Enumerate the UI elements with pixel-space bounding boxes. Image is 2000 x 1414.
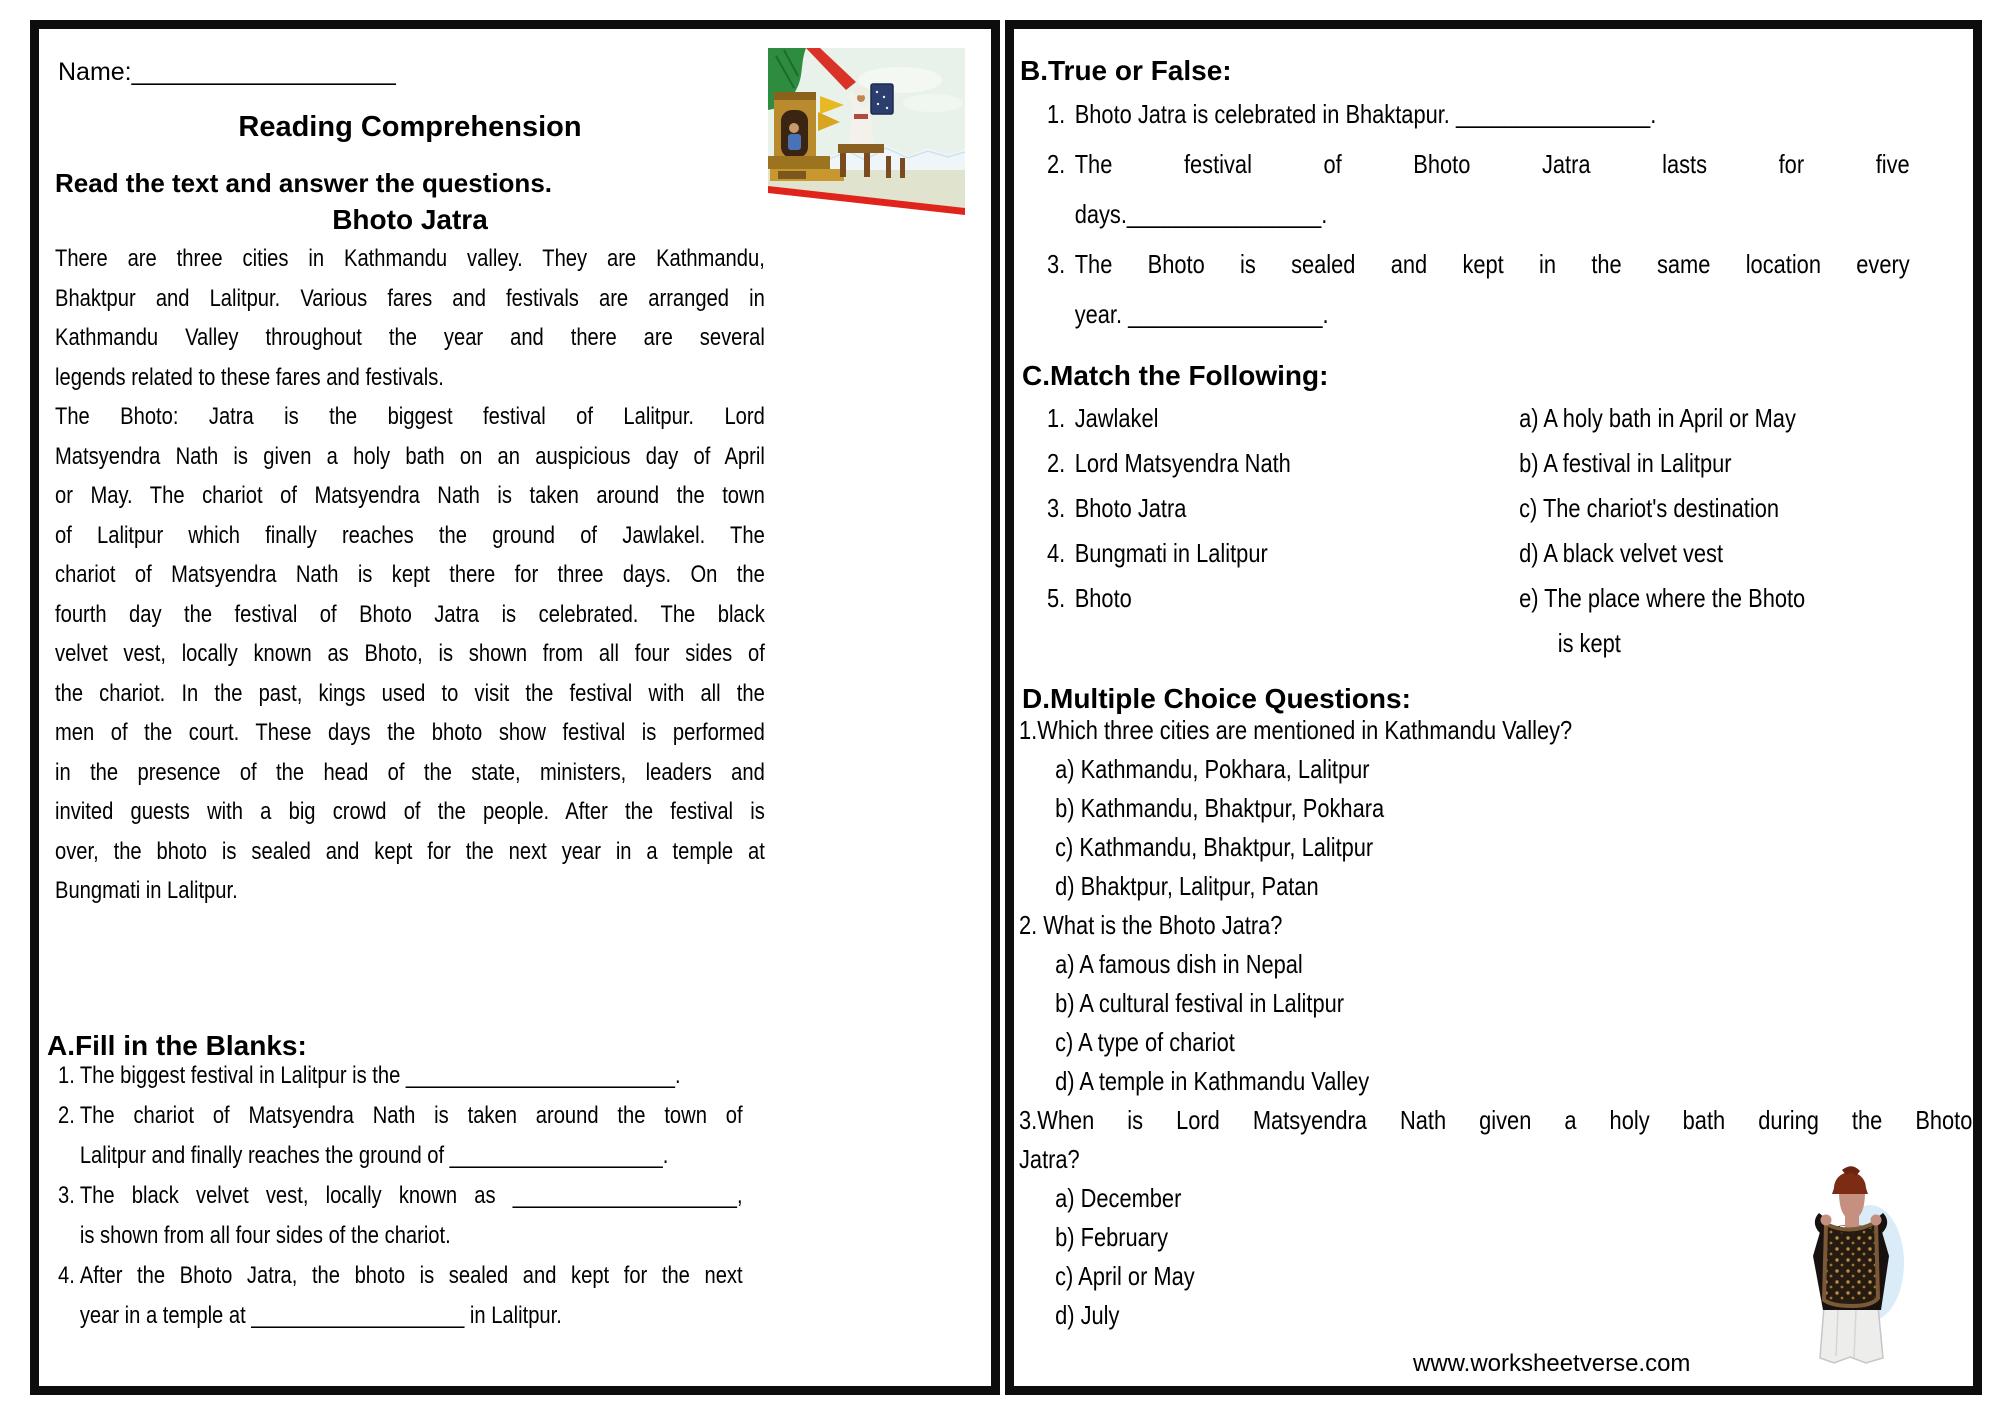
section-a-heading: A.Fill in the Blanks: [47,1030,307,1061]
passage-line: Matsyendra Nath is given a holy bath on an auspicious day of April [55,442,765,470]
match-row-3[interactable]: 3. Bhoto Jatra c) The chariot's destination [1047,486,1971,531]
true-false-item-2[interactable]: 2. The festival of Bhoto Jatra lasts for five [1047,139,1910,189]
passage-line: or May. The chariot of Matsyendra Nath is taken around the town [55,482,765,509]
match-option-c[interactable]: c) The chariot's destination [1519,493,1780,523]
mcq-3-option-c[interactable]: c) April or May [1055,1261,1195,1291]
item-number: 5. [1047,583,1066,613]
passage-title: Bhoto Jatra [332,204,488,235]
mcq-question-2: 2. What is the Bhoto Jatra? [1019,910,1283,940]
passage-line: over, the bhoto is sealed and kept for the next year in a temple at [55,837,765,865]
fill-blank-item-4[interactable]: 4. After the Bhoto Jatra, the bhoto is sealed and kept for the next [58,1256,743,1296]
match-option-e[interactable]: e) The place where the Bhoto [1519,583,1806,613]
bhoto-jatra-chariot-scene-icon [768,48,965,215]
mcq-1-option-c[interactable]: c) Kathmandu, Bhaktpur, Lalitpur [1055,832,1374,862]
item-number: 2. [1047,448,1066,478]
name-field-row[interactable] [58,57,396,87]
match-option-d[interactable]: d) A black velvet vest [1519,538,1724,568]
mcq-1-option-d[interactable]: d) Bhaktpur, Lalitpur, Patan [1055,871,1319,901]
passage-line: The Bhoto: Jatra is the biggest festival of Lalitpur. Lord [55,403,765,430]
name-blank-line[interactable]: ___________________ [131,58,396,86]
fill-blank-item-4-line-2[interactable]: year in a temple at ___________________ in Lalitpur. [79,1302,562,1329]
true-false-item-3[interactable]: 3. The Bhoto is sealed and kept in the same location every [1047,239,1910,289]
festival-illustration [768,48,965,215]
passage-line: of Lalitpur which finally reaches the ground of Jawlakel. The [55,521,765,549]
passage-line: Bhaktpur and Lalitpur. Various fares and festivals are arranged in [55,284,765,312]
match-option-b[interactable]: b) A festival in Lalitpur [1519,448,1732,478]
passage-line: Bungmati in Lalitpur. [55,877,238,904]
mcq-question-1: 1.Which three cities are mentioned in Kathmandu Valley? [1019,715,1573,745]
passage-line: legends related to these fares and festivals. [55,363,444,391]
match-row-2[interactable]: 2. Lord Matsyendra Nath b) A festival in Lalitpur [1047,441,1971,486]
item-number: 3. [58,1182,75,1209]
man-holding-vest-icon [1790,1158,1910,1368]
fill-blank-item-3-line-2: is shown from all four sides of the chariot. [79,1222,451,1249]
item-number: 2. [58,1102,75,1129]
match-option-a[interactable]: a) A holy bath in April or May [1519,403,1796,433]
true-false-item-1[interactable]: 1. Bhoto Jatra is celebrated in Bhaktapur. ________________. [1047,89,1910,139]
reading-passage [55,239,765,911]
section-b-heading: B.True or False: [1020,55,1232,86]
passage-line: Kathmandu Valley throughout the year and there are several [55,324,765,351]
item-number: 1. [58,1062,75,1089]
fill-blank-item-3[interactable]: 3. The black velvet vest, locally known as ____________________, [58,1176,743,1216]
item-number: 4. [58,1262,75,1289]
page-title: Reading Comprehension [238,111,582,143]
mcq-3-option-d[interactable]: d) July [1055,1300,1120,1330]
mcq-3-option-b[interactable]: b) February [1055,1222,1169,1252]
mcq-2-option-d[interactable]: d) A temple in Kathmandu Valley [1055,1066,1370,1096]
fill-in-the-blanks-list [58,1056,743,1336]
true-or-false-list [1047,89,1910,339]
section-d-heading: D.Multiple Choice Questions: [1022,683,1411,714]
passage-line: in the presence of the head of the state, ministers, leaders and [55,758,765,786]
section-c-heading: C.Match the Following: [1022,360,1329,391]
bhoto-man-illustration [1790,1158,1910,1368]
passage-line: velvet vest, locally known as Bhoto, is shown from all four sides of [55,640,765,667]
match-row-1[interactable]: 1. Jawlakel a) A holy bath in April or May [1047,396,1971,441]
passage-line: invited guests with a big crowd of the people. After the festival is [55,798,765,825]
mcq-2-option-b[interactable]: b) A cultural festival in Lalitpur [1055,988,1345,1018]
match-the-following-list [1047,396,1971,666]
item-number: 2. [1047,149,1066,179]
mcq-question-3-line-2: Jatra? [1019,1144,1080,1174]
match-option-e-line-2: is kept [1557,628,1621,658]
mcq-question-3: 3.When is Lord Matsyendra Nath given a holy bath during the Bhoto [1019,1105,1973,1135]
passage-line: chariot of Matsyendra Nath is kept there for three days. On the [55,561,765,588]
mcq-2-option-c[interactable]: c) A type of chariot [1055,1027,1235,1057]
item-number: 1. [1047,403,1066,433]
mcq-2-option-a[interactable]: a) A famous dish in Nepal [1055,949,1303,979]
worksheet-left-page [30,20,1000,1395]
worksheet-right-page [1005,20,1982,1395]
item-number: 1. [1047,99,1066,129]
true-false-item-2-line-2[interactable]: days.________________. [1074,199,1328,229]
passage-line: the chariot. In the past, kings used to visit the festival with all the [55,679,765,707]
instruction-text: Read the text and answer the questions. [55,168,552,198]
mcq-3-option-a[interactable]: a) December [1055,1183,1182,1213]
match-row-5[interactable]: 5. Bhoto e) The place where the Bhoto [1047,576,1971,621]
name-label: Name: [58,58,132,86]
footer-link[interactable]: www.worksheetverse.com [1413,1350,1691,1377]
item-number: 4. [1047,538,1066,568]
fill-blank-item-2[interactable]: 2. The chariot of Matsyendra Nath is taken around the town of [58,1096,743,1136]
passage-line: There are three cities in Kathmandu valley. They are Kathmandu, [55,245,765,272]
true-false-item-3-line-2[interactable]: year. ________________. [1074,299,1329,329]
passage-line: men of the court. These days the bhoto show festival is performed [55,719,765,746]
mcq-1-option-b[interactable]: b) Kathmandu, Bhaktpur, Pokhara [1055,793,1385,823]
fill-blank-item-2-line-2[interactable]: Lalitpur and finally reaches the ground of ___________________. [79,1142,669,1169]
passage-line: fourth day the festival of Bhoto Jatra is celebrated. The black [55,600,765,628]
fill-blank-item-1[interactable]: 1. The biggest festival in Lalitpur is the ________________________. [58,1056,743,1096]
item-number: 3. [1047,493,1066,523]
item-number: 3. [1047,249,1066,279]
match-row-4[interactable]: 4. Bungmati in Lalitpur d) A black velvet vest [1047,531,1971,576]
mcq-1-option-a[interactable]: a) Kathmandu, Pokhara, Lalitpur [1055,754,1370,784]
